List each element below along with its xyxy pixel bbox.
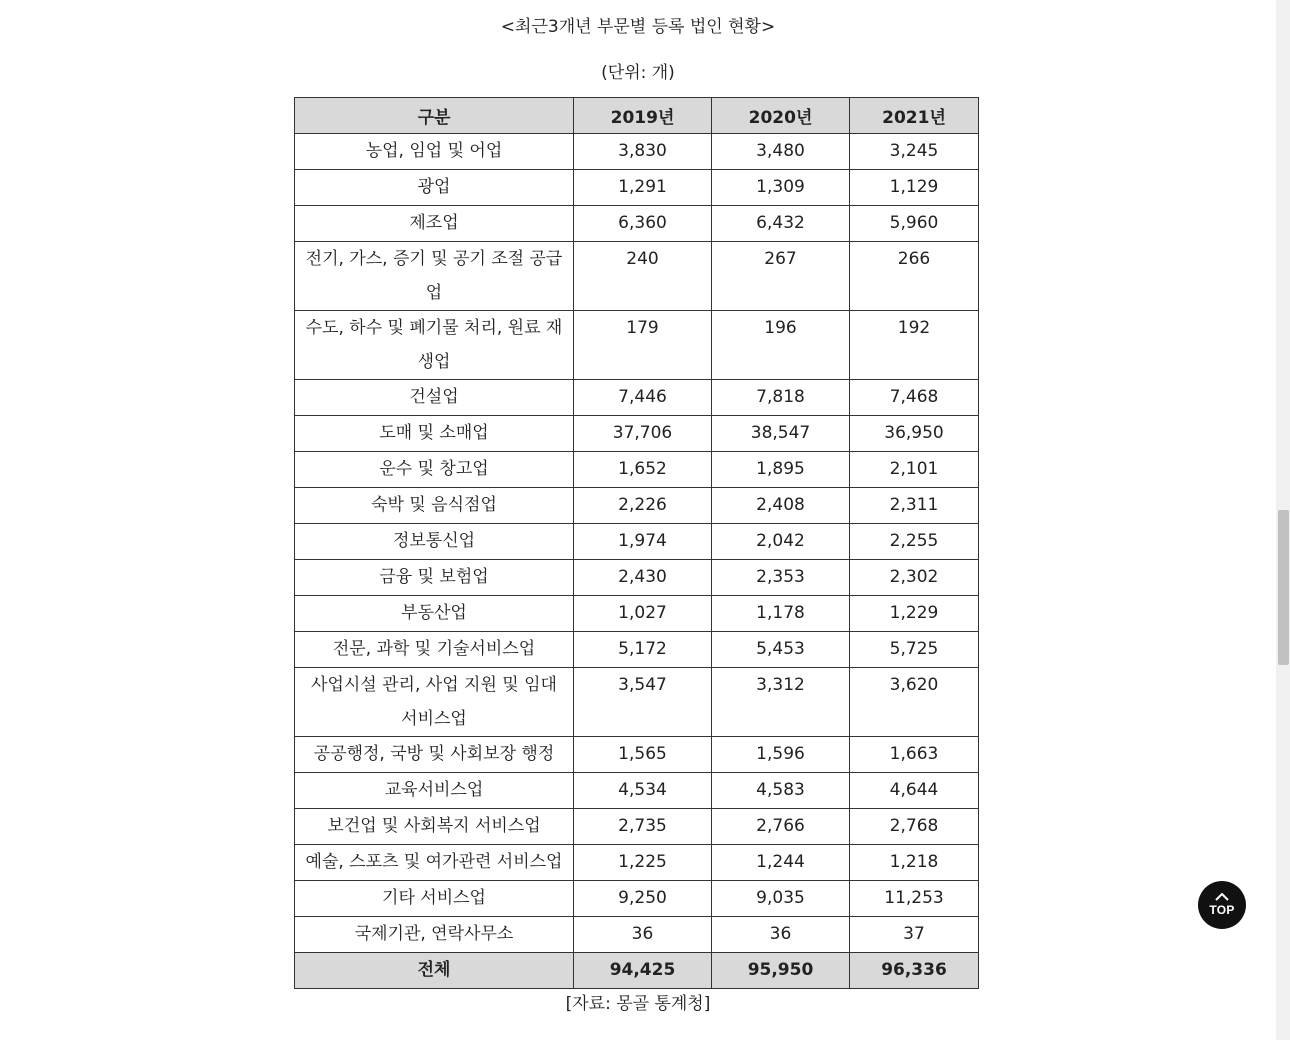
row-2019-cell: 9,250 <box>574 881 712 917</box>
row-2019-cell: 3,830 <box>574 134 712 170</box>
row-2020-cell: 1,244 <box>712 845 850 881</box>
table-row <box>295 596 979 632</box>
scrollbar-thumb[interactable] <box>1278 510 1289 665</box>
row-category-cell: 건설업 <box>295 380 574 416</box>
row-2021-cell: 5,960 <box>850 206 979 242</box>
row-category-cell: 교육서비스업 <box>295 773 574 809</box>
row-2021-cell: 2,302 <box>850 560 979 596</box>
row-2020-cell: 5,453 <box>712 632 850 668</box>
table-row <box>295 632 979 668</box>
table-source: [자료: 몽골 통계청] <box>565 994 711 1014</box>
row-2019-cell: 5,172 <box>574 632 712 668</box>
row-category-cell: 농업, 임업 및 어업 <box>295 134 574 170</box>
table-unit: (단위: 개) <box>601 63 675 83</box>
table-total-row <box>295 953 979 989</box>
row-category-cell: 국제기관, 연락사무소 <box>295 917 574 953</box>
row-2021-cell: 37 <box>850 917 979 953</box>
row-2020-cell: 9,035 <box>712 881 850 917</box>
row-2021-cell: 1,129 <box>850 170 979 206</box>
row-category-cell: 도매 및 소매업 <box>295 416 574 452</box>
row-category-cell: 운수 및 창고업 <box>295 452 574 488</box>
row-category-cell: 광업 <box>295 170 574 206</box>
row-2020-cell: 2,408 <box>712 488 850 524</box>
row-2019-cell: 6,360 <box>574 206 712 242</box>
row-2021-cell: 7,468 <box>850 380 979 416</box>
row-2019-cell: 1,027 <box>574 596 712 632</box>
row-category-cell: 전기, 가스, 증기 및 공기 조절 공급업 <box>295 242 574 311</box>
row-2019-cell: 1,291 <box>574 170 712 206</box>
table-row <box>295 881 979 917</box>
row-2019-cell: 1,974 <box>574 524 712 560</box>
header-2019: 2019년 <box>574 98 712 134</box>
total-2020: 95,950 <box>712 953 850 989</box>
row-2020-cell: 36 <box>712 917 850 953</box>
row-2019-cell: 2,430 <box>574 560 712 596</box>
row-category-cell: 기타 서비스업 <box>295 881 574 917</box>
row-2019-cell: 2,735 <box>574 809 712 845</box>
table-row <box>295 737 979 773</box>
row-2020-cell: 196 <box>712 311 850 380</box>
table-row <box>295 524 979 560</box>
table-row <box>295 206 979 242</box>
row-2020-cell: 6,432 <box>712 206 850 242</box>
header-2020: 2020년 <box>712 98 850 134</box>
row-2020-cell: 4,583 <box>712 773 850 809</box>
row-2020-cell: 1,178 <box>712 596 850 632</box>
row-2019-cell: 179 <box>574 311 712 380</box>
scroll-to-top-button[interactable] <box>1198 881 1246 929</box>
row-2020-cell: 3,312 <box>712 668 850 737</box>
row-2021-cell: 1,229 <box>850 596 979 632</box>
row-2020-cell: 1,895 <box>712 452 850 488</box>
row-2019-cell: 3,547 <box>574 668 712 737</box>
row-2019-cell: 240 <box>574 242 712 311</box>
table-row <box>295 416 979 452</box>
row-2019-cell: 1,225 <box>574 845 712 881</box>
row-2021-cell: 2,311 <box>850 488 979 524</box>
row-2021-cell: 192 <box>850 311 979 380</box>
row-2019-cell: 4,534 <box>574 773 712 809</box>
table-row <box>295 452 979 488</box>
row-2021-cell: 1,663 <box>850 737 979 773</box>
row-2020-cell: 1,596 <box>712 737 850 773</box>
row-category-cell: 공공행정, 국방 및 사회보장 행정 <box>295 737 574 773</box>
row-2021-cell: 4,644 <box>850 773 979 809</box>
row-category-cell: 제조업 <box>295 206 574 242</box>
row-2020-cell: 1,309 <box>712 170 850 206</box>
row-2019-cell: 1,652 <box>574 452 712 488</box>
row-2020-cell: 267 <box>712 242 850 311</box>
row-2021-cell: 36,950 <box>850 416 979 452</box>
top-button-label: TOP <box>1209 903 1235 917</box>
row-2020-cell: 38,547 <box>712 416 850 452</box>
row-2021-cell: 2,768 <box>850 809 979 845</box>
page-scrollbar[interactable] <box>1276 0 1290 1040</box>
row-2020-cell: 2,042 <box>712 524 850 560</box>
row-2020-cell: 7,818 <box>712 380 850 416</box>
header-2021: 2021년 <box>850 98 979 134</box>
row-2019-cell: 36 <box>574 917 712 953</box>
row-2021-cell: 1,218 <box>850 845 979 881</box>
row-2021-cell: 2,255 <box>850 524 979 560</box>
row-category-cell: 보건업 및 사회복지 서비스업 <box>295 809 574 845</box>
table-title: <최근3개년 부문별 등록 법인 현황> <box>500 17 776 37</box>
chevron-up-icon <box>1215 893 1229 901</box>
table-row <box>295 809 979 845</box>
row-2019-cell: 1,565 <box>574 737 712 773</box>
table-row <box>295 380 979 416</box>
row-category-cell: 부동산업 <box>295 596 574 632</box>
table-row <box>295 170 979 206</box>
row-2021-cell: 3,620 <box>850 668 979 737</box>
row-2021-cell: 2,101 <box>850 452 979 488</box>
table-row <box>295 668 979 737</box>
row-2021-cell: 266 <box>850 242 979 311</box>
row-2020-cell: 2,766 <box>712 809 850 845</box>
table-row <box>295 845 979 881</box>
table-row <box>295 488 979 524</box>
row-category-cell: 사업시설 관리, 사업 지원 및 임대 서비스업 <box>295 668 574 737</box>
row-category-cell: 수도, 하수 및 폐기물 처리, 원료 재생업 <box>295 311 574 380</box>
row-2019-cell: 2,226 <box>574 488 712 524</box>
table-header-row <box>295 98 979 134</box>
header-category: 구분 <box>295 98 574 134</box>
row-2021-cell: 5,725 <box>850 632 979 668</box>
row-2020-cell: 3,480 <box>712 134 850 170</box>
total-2021: 96,336 <box>850 953 979 989</box>
row-category-cell: 예술, 스포츠 및 여가관련 서비스업 <box>295 845 574 881</box>
row-2020-cell: 2,353 <box>712 560 850 596</box>
table-row <box>295 560 979 596</box>
registered-corporations-table <box>294 97 979 989</box>
table-row <box>295 773 979 809</box>
row-2021-cell: 11,253 <box>850 881 979 917</box>
table-row <box>295 134 979 170</box>
table-body <box>295 134 979 953</box>
row-category-cell: 정보통신업 <box>295 524 574 560</box>
table-row <box>295 917 979 953</box>
row-category-cell: 숙박 및 음식점업 <box>295 488 574 524</box>
total-label: 전체 <box>295 953 574 989</box>
table-row <box>295 242 979 311</box>
row-2019-cell: 37,706 <box>574 416 712 452</box>
row-category-cell: 금융 및 보험업 <box>295 560 574 596</box>
total-2019: 94,425 <box>574 953 712 989</box>
row-2021-cell: 3,245 <box>850 134 979 170</box>
table-row <box>295 311 979 380</box>
row-category-cell: 전문, 과학 및 기술서비스업 <box>295 632 574 668</box>
row-2019-cell: 7,446 <box>574 380 712 416</box>
